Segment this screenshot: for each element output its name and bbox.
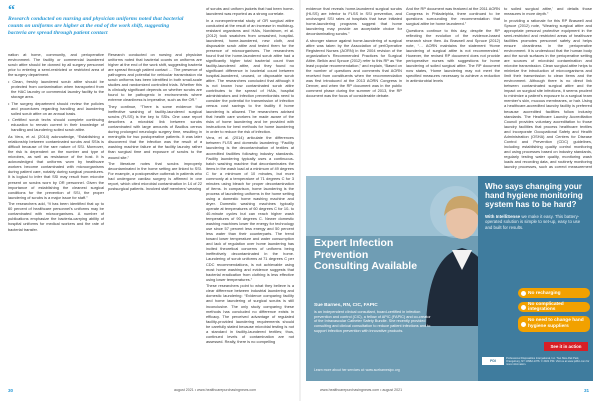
check-icon bbox=[521, 291, 526, 296]
right-page-number: 31 bbox=[584, 388, 590, 393]
paragraph: of scrubs and uniform jackets that had been home-laundered was reported as a strong correlate. bbox=[206, 6, 294, 17]
check-icon bbox=[521, 305, 526, 310]
right-footer-text: www.healthcarepurchasingnews.com • august 2021 bbox=[320, 388, 403, 392]
paragraph: A stronger stance against home-laundering of surgical attire was taken by the Association of periOperative Registered Nurses (AORN) in the 2004 revision of the organization’s Recommended Practices for Surgical Attire. Belkin and Spruce (2012) refer to this RP as “the least popular recommendation,” and explain, “Based on the number of questions and comments that AORN received from constituents when the recommendation was first introduced at the 2013 AORN Congress in Denver, and when the RP document was in the public comment phase during the summer of 2013, the RP document was the focus of considerable debate. bbox=[306, 37, 402, 99]
paragraph: to soiled surgical attire,’ and details those measures in more depth.” bbox=[504, 6, 592, 17]
ad-question: Who says changing your hand hygiene monitoring system has to be hard? bbox=[485, 182, 583, 210]
paragraph: The literature notes that scrubs improperly decontaminated in the home setting are linked to SSI. For example, a postoperative outbreak in patients who had undergone cardiac surgery is affirmed in one report, which cited microbial contamination in 14 of 22 postsurgical patients. Involved staff members’ wearing bbox=[108, 161, 202, 192]
paragraph: The researchers add, “It has been identified that up to 60 percent of healthcare personnel’s uniforms may be contaminated with microorganisms. A number of publications emphasize the bacteria-carrying ability of hospital uniforms for medical workers and the rate of bacterial transfer. bbox=[8, 201, 104, 232]
advertisement[interactable] bbox=[306, 176, 593, 381]
ad-fine-print: Professional Disposables International, Inc. Two Nice-Pak Park, Orangeburg, NY 10962-1376. © 2021 PDI. Visit us at www.pdihc.com for more information. bbox=[506, 357, 590, 367]
feature-pill: No complicated integrations bbox=[518, 302, 590, 312]
left-column-3 bbox=[206, 6, 294, 382]
left-page-number: 30 bbox=[8, 388, 14, 393]
see-it-in-action-button[interactable]: See it in action bbox=[544, 342, 588, 351]
pdi-logo: PDI bbox=[482, 357, 504, 365]
consultant-link[interactable]: Learn more about her services at: www.suebarnesipc.org bbox=[314, 368, 400, 372]
paragraph: They continue, “There is some evidence that ineffective washing of facility-laundered surgical scrubs (FLSS) is the key to SSIs. One case report describes a microbial link between scrubs contaminated with large amounts of Bacillus cereus during prolonged neurologic surgery time, resulting in meningitis for two postoperative patients. It was later discovered that the infection was the result of a washing machine failure at the facility laundry rather than surgical time and exposure of scrubs to the wound site.” bbox=[108, 104, 202, 160]
ad-body: With IntelliSense we make it easy. This battery-operated solution is simple to set-up, easy to use and built for results. bbox=[485, 213, 581, 230]
paragraph: As Vera, et al. (2014) acknowledge, “Establishing a relationship between contaminated scrubs and SSIs is difficult because of the rare nature of SSI. Moreover, the risk is dependent on the number and type of microbes, as well as resistance of the host. It is acknowledged that uniforms worn by healthcare workers become contaminated with microorganisms during patient care, notably during surgical procedures. It is logical to infer that SSI may result from microbe present on scrubs worn by OR personnel. Given the importance of establishing the cleanest surgical conditions for the prevention of SSI, the proper laundering of scrubs is a major issue for staff.” bbox=[8, 134, 104, 200]
bullet-paragraph: • Certified scrub techs should complete continuing education to remain current in their knowledge of handling and laundering soiled scrub attire. bbox=[8, 117, 104, 133]
feature-pill: No need to change hand hygiene suppliers bbox=[518, 316, 590, 332]
paragraph: Vera, et al. (2014) articulate the differences between FLSS and domestic laundering: “Facility laundering is the decontamination of textiles at accredited facilities following industry standards. Facility laundering typically uses a continuous-batch washing machine that decontaminates the items in the wash load at a minimum of 49 degrees C for a minimum of 10 minutes, but more commonly at a temperature of 71 degrees C for 3 minutes using bleach for proper decontamination of items. In comparison, home laundering is the process of laundering uniforms in the home setting using a domestic home washing machine and dryer. Domestic washing machines typically operate at temperatures of 60 degrees C for 10- to 40-minute cycles but can reach higher wash temperatures of 90 degrees C. Newer domestic washing machines lower the energy for technology use since 57 percent less energy and 50 percent less water than their counterparts. The trend toward lower temperature and water consumption and lack of regulation over home laundering has incited theoretical concerns of uniforms being ineffectively decontaminated in the home. Laundering of scrub uniforms at 71 degrees C per CDC recommendations, is not achievable using most home washing and evidence suggests that bacterial eradication from clothing is less effective using lower temperatures.” bbox=[206, 135, 294, 282]
right-column-3 bbox=[504, 6, 592, 170]
right-column-1 bbox=[306, 6, 402, 170]
paragraph: In a nonexperimental study of OR surgical attire conducted at the result of an increase in multidrug-resistant organisms and HAIs, Nordstrom, et al. (2012) took swatches from unwashed, hospital-laundered, home-laundered, new cloth, and disposable scrub attire and tested them for the presence of microorganisms. The researchers found that the home-laundered scrub attire had a significantly higher total bacterial count than facility-laundered attire, and they found no significant difference in bacterial count between hospital-laundered, unused, or disposable scrub attire. The researchers concluded that although it is not known how contaminated scrub attire contributes to the spread of HAIs, hospital administrators and infection preventionists need to consider the potential for transmission of infection versus cost savings to the facility if home laundering is allowed. The researchers advised that health care workers be made aware of the risks of home laundering and be provided with instructions for best methods for home laundering in order to reduce the risk of infection. bbox=[206, 17, 294, 134]
check-icon bbox=[521, 322, 526, 327]
left-column-2 bbox=[108, 52, 202, 382]
pull-quote bbox=[8, 3, 188, 38]
consultant-bio bbox=[314, 304, 434, 334]
quote-mark-icon: “ bbox=[8, 3, 15, 18]
paragraph: These researchers point to what they believe is a clear difference between industrial laundering and domestic laundering: “Evidence comparing facility and home laundering of surgical scrubs is still inconclusive. The only study comparing these methods has concluded no difference exists in efficacy. The perceived advantage of regulated facility-provided laundering requirements should be carefully stated because microbial testing is not a standard in facility-laundered textiles; thus, continued levels of contamination are not assessed. Really, there is no compelling bbox=[206, 283, 294, 344]
bullet-paragraph: • The surgery department should review the policies and procedures regarding handling and laundering soiled scrub attire on an annual basis. bbox=[8, 100, 104, 116]
page-gutter bbox=[299, 0, 301, 401]
paragraph: Questions continue to this day, despite the RP reflecting the evolution of the evidence-based research since then. As Braswell and Spruce (2012) note, “… AORN maintains the statement ‘Home laundering of surgical attire is not recommended.’ However, the revised RP document does not provide perioperative nurses with suggestions for home laundering of soiled surgical attire. The RP document now states, ‘Home laundering may not meet the specified measures necessary to achieve a reduction in antimicrobial levels bbox=[406, 27, 500, 84]
left-column-1 bbox=[8, 52, 104, 382]
left-footer-text: august 2021 • www.healthcarepurchasingnews.com bbox=[174, 388, 257, 392]
paragraph: nation at home, community, and perioperative environment. The facility or commercial laundered scrub attire should be donned by all surgery personnel prior to entering a semi-restricted or restricted area of the surgery department. bbox=[8, 52, 104, 78]
paragraph: In providing a rationale for this RP Braswell and Spruce (2012) note, “Wearing surgical attire and appropriate personal protective equipment in the semi-restricted and restricted areas of healthcare facilities promotes personnel safety and helps ensure cleanliness in the perioperative environment. It is understood that the human body and the scrub surfaces in the perioperative setting are sources of microbial contamination and microbe transmission. Clean surgical attire helps to minimize the introduction of microorganisms and limit their transmission to clean items and the environment. Although there is no direct link between contaminated surgical attire and the impact on surgical site infections, it seems prudent to minimize a patient’s exposure to a surgical team member’s skin, mucous membranes, or hair. Using a healthcare-accredited laundry facility is preferred because accredited facilities follow industry standards. The Healthcare Laundry Accreditation Council provides voluntary accreditation to those laundry facilities that process healthcare textiles and incorporate Occupational Safety and Health Administration (OSHA) and Centers for Disease Control and Prevention (CDC) guidelines, including establishing quality control monitoring and using processes based on industry standards, regularly testing water quality, monitoring wash loads and recording data, and routinely monitoring laundry processes, such as correct measurement bbox=[504, 17, 592, 170]
paragraph: Research conducted on nursing and physician uniforms noted that bacterial counts on uniforms are higher at the end of the work shift, suggesting bacteria are spread through patient contact … The presence of pathogens and potential for vehicular transmission via scrub uniforms has been identified in both small-scale studies and randomized controlled trials. Whether this is clinically significant depends on whether scrubs are found to be pathogenic in environments where extreme cleanliness is imperative, such as the OR.” bbox=[108, 52, 202, 103]
pull-quote-text: Research conducted on nursing and physician uniforms noted that bacterial counts on uniforms are higher at the end of the work shift, suggesting bacteria are spread through patient contact bbox=[8, 16, 184, 37]
paragraph: And the RP document was featured at the 2011 AORN Congress in Philadelphia, there continued to be questions surrounding the recommendation that surgical attire be home laundered.” bbox=[406, 6, 500, 27]
consultant-bio-text: is an independent clinical consultant, board-certified in infection prevention and control (CIC), a fellow of APIC (FAPIC) and co-creator of the Intravascular Catheter Safety Bundle. She recently provided consulting and clinical consultation to reduce patient infections and to support infection prevention with innovative products. bbox=[314, 309, 431, 333]
feature-pill: No recharging bbox=[518, 288, 590, 298]
bullet-paragraph: • Clean, freshly laundered scrub attire should be protected from contamination when transported from the HAC laundry or commercial laundry facility to the storage area. bbox=[8, 78, 104, 99]
paragraph: evidence that reveals home-laundered surgical scrubs (HLSS) are inferior to FLSS in SSI prevention, and unchanged SSI rates at hospitals that have initiated home-laundering programs suggest that home laundering may provide an acceptable choice for decontaminating scrubs.” bbox=[306, 6, 402, 37]
right-column-2 bbox=[406, 6, 500, 170]
ad-headline: Expert Infection Prevention Consulting Available bbox=[314, 237, 418, 272]
consultant-name: Sue Barnes, RN, CIC, FAPIC bbox=[314, 303, 378, 308]
